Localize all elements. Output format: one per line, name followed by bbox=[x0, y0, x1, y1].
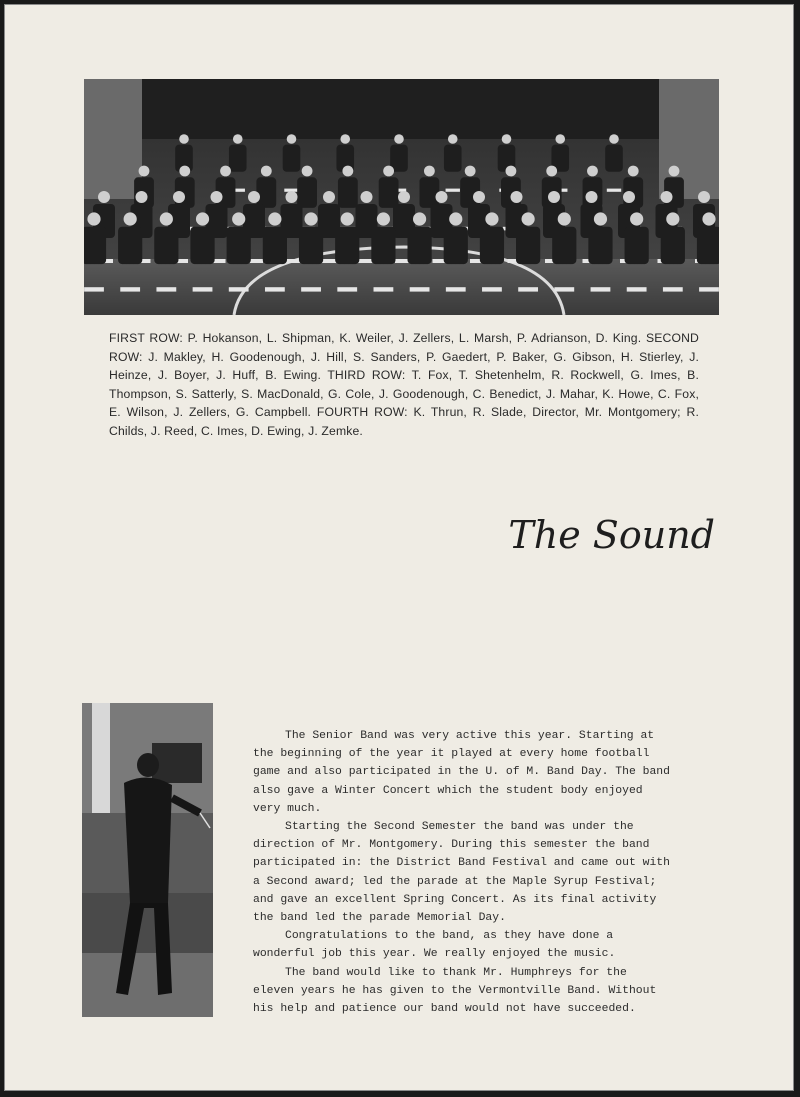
director-photo-image bbox=[82, 703, 213, 1017]
paragraph: The Senior Band was very active this year. Starting at the beginning of the year it played at every home football game and also participated in the U. of M. Band Day. The band also gave a Winter Concert which the student body enjoyed very much. bbox=[253, 730, 670, 815]
paragraph: Starting the Second Semester the band was under the direction of Mr. Montgomery. During this semester the band participated in: the District Band Festival and came out with a Second award; led the parade at the Maple Syrup Festival; and gave an excellent Spring Concert. As its final activity the band led the parade Memorial Day. bbox=[253, 821, 670, 925]
band-photo-image bbox=[84, 79, 719, 315]
paragraph: The band would like to thank Mr. Humphreys for the eleven years he has given to the Vermontville Band. Without his help and patience our band would not have succeeded. bbox=[253, 966, 657, 1016]
paragraph: Congratulations to the band, as they have done a wonderful job this year. We really enjoyed the music. bbox=[253, 930, 616, 961]
yearbook-page bbox=[4, 4, 794, 1091]
photo-caption: FIRST ROW: P. Hokanson, L. Shipman, K. Weiler, J. Zellers, L. Marsh, P. Adrianson, D. King. SECOND ROW: J. Makley, H. Goodenough, J. Hill, S. Sanders, P. Gaedert, P. Baker, G. Gibson, H. Stierley, J. Heinze, J. Boyer, J. Huff, B. Ewing. THIRD ROW: T. Fox, T. Shetenhelm, R. Rockwell, G. Imes, B. Thompson, S. Satterly, S. MacDonald, G. Cole, J. Goodenough, C. Benedict, J. Mahar, K. Howe, C. Fox, E. Wilson, J. Zellers, G. Campbell. FOURTH ROW: K. Thrun, R. Slade, Director, Mr. Montgomery; R. Childs, J. Reed, C. Imes, D. Ewing, J. Zemke. bbox=[109, 331, 699, 438]
article-body bbox=[253, 727, 673, 1018]
band-group-photo bbox=[84, 79, 719, 315]
page-title: The Sound bbox=[508, 513, 715, 557]
director-photo bbox=[82, 703, 213, 1017]
